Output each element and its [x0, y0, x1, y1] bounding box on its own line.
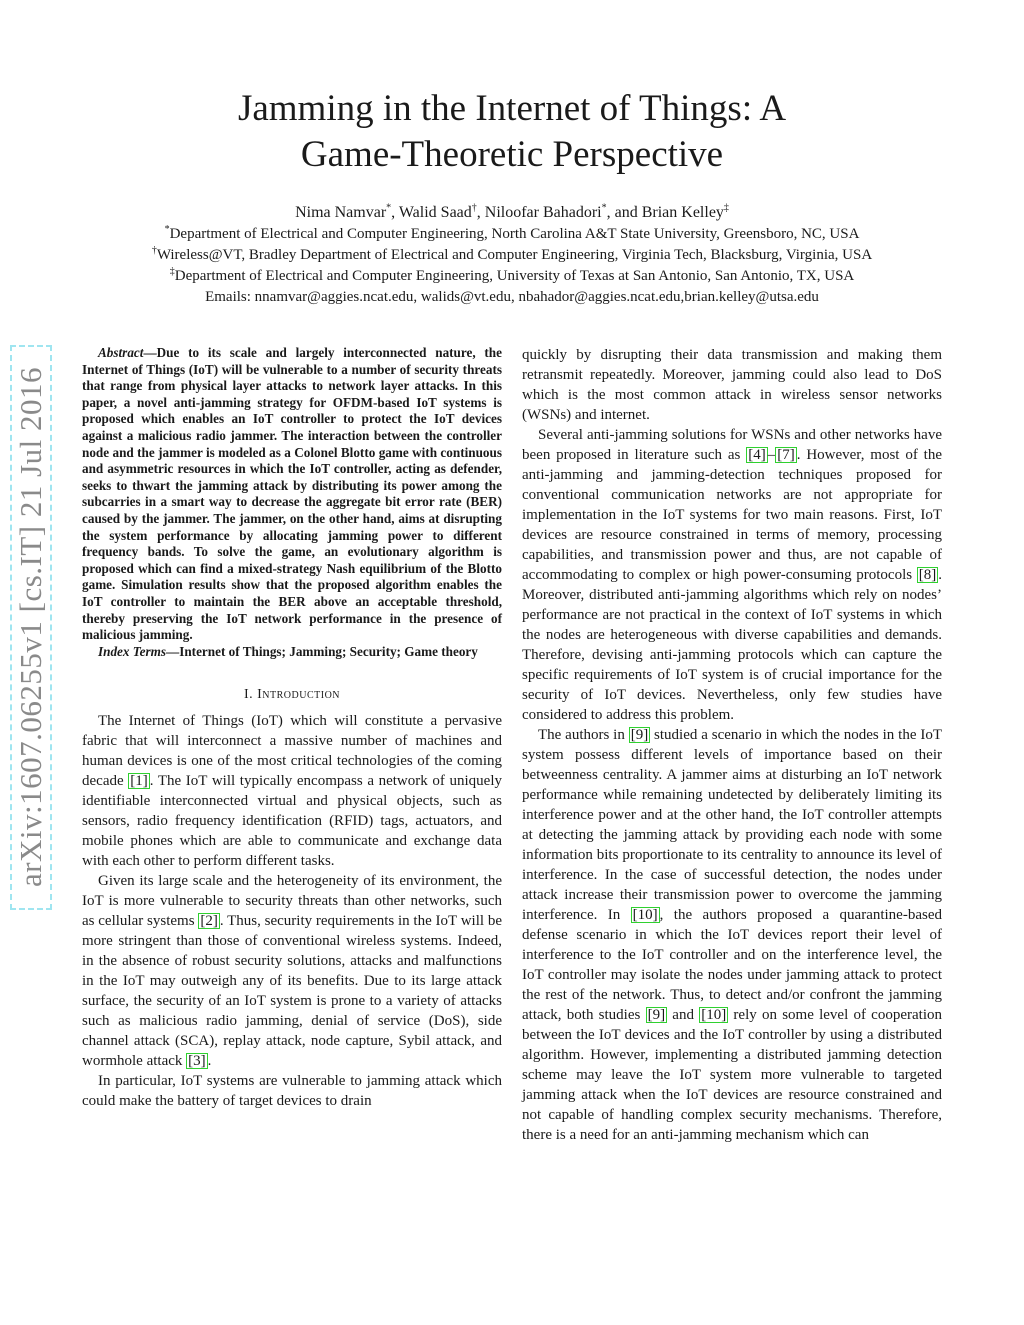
citation-link[interactable]: [4]: [748, 447, 766, 463]
citation-link[interactable]: [3]: [188, 1053, 206, 1070]
paragraph-text: The authors in: [538, 727, 629, 743]
author-list: [62, 202, 962, 224]
paragraph: In particular, IoT systems are vulnerable to jamming attack which could make the battery of target devices to drain: [82, 1073, 502, 1110]
left-column: [82, 345, 502, 1111]
paragraph: [522, 425, 942, 725]
section-heading-introduction: [82, 687, 502, 703]
citation-link[interactable]: [9]: [647, 1007, 666, 1023]
paragraph-text: . However, most of the anti-jamming and jamming-detection techniques proposed for conventional communication networks are not appropriate for implementation in the IoT systems for two main reasons. First, IoT devices are resource constrained in terms of memory, processing capabilities, and transmission power and thus, are not capable of accommodating to complex or high power-consuming protocols: [522, 447, 942, 583]
citation-link[interactable]: [10]: [701, 1007, 727, 1023]
index-terms: [82, 644, 502, 661]
author-name: Nima Namvar: [295, 204, 387, 221]
paragraph-text: Several anti-jamming solutions for WSNs and other networks have been proposed in literature such as: [522, 427, 942, 463]
paragraph-text: . Moreover, distributed anti-jamming algorithms which rely on nodes’ performance are not practical in the context of IoT systems in which the nodes are heterogeneous with diverse capabilities and demands. Therefore, devising anti-jamming protocols which can capture the specific requirements of IoT system is of crucial importance for the security of IoT devices. Nevertheless, only few studies have considered to address this problem.: [522, 567, 942, 723]
citation-link[interactable]: [1]: [130, 773, 148, 790]
author-name: , Niloofar Bahadori: [476, 204, 602, 221]
paragraph-text: studied a scenario in which the nodes in the IoT system possess different levels of importance based on their betweenness centrality. A jammer aims at disturbing an IoT network performance while remaining undetected by deliberately limiting its interference power and at the other hand, the IoT controller attempts at detecting the jamming attack by providing each node with some information bits proportionate to its centrality to announce its level of interference. In the case of successful detection, the nodes under attack increase their transmission power to overcome the jamming interference. In: [522, 727, 942, 923]
affiliation-mark: ‡: [169, 266, 175, 277]
paragraph-text: The Internet of Things (IoT) which will constitute a pervasive fabric that will interconnect a massive number of machines and human devices is one of the most critical technologies of the coming decade: [82, 713, 502, 790]
affiliation-mark: *: [164, 224, 170, 235]
affiliation-text: Wireless@VT, Bradley Department of Electrical and Computer Engineering, Virginia Tech, Blacksburg, Virginia, USA: [156, 247, 873, 263]
paragraph: [82, 711, 502, 871]
citation-link[interactable]: [7]: [777, 447, 795, 463]
affiliation-text: Department of Electrical and Computer Engineering, University of Texas at San Antonio, San Antonio, TX, USA: [174, 268, 855, 284]
citation-link[interactable]: [10]: [632, 907, 658, 923]
affiliation-mark: †: [471, 202, 477, 214]
author-name: , Walid Saad: [391, 204, 472, 221]
citation-link[interactable]: [2]: [200, 913, 218, 930]
paragraph-text: and: [667, 1007, 700, 1023]
citation-link[interactable]: [8]: [918, 567, 937, 583]
affiliation-text: Department of Electrical and Computer Engineering, North Carolina A&T State University, Greensboro, NC, USA: [169, 226, 860, 242]
arxiv-stamp: arXiv:1607.06255v1 [cs.IT] 21 Jul 2016: [13, 366, 48, 888]
index-terms-text: —Internet of Things; Jamming; Security; Game theory: [166, 643, 478, 659]
affiliation-mark: ‡: [723, 202, 729, 214]
citation-link[interactable]: [9]: [630, 727, 649, 743]
paragraph: quickly by disrupting their data transmission and making them retransmit repeatedly. Moreover, jamming could also lead to DoS which is the most common attack in wireless sensor networks (WSNs) and internet.: [522, 347, 942, 423]
abstract: [82, 345, 502, 644]
affiliation-line: [62, 266, 962, 286]
paragraph-text: rely on some level of cooperation between the IoT devices and the IoT controller by using a distributed algorithm. However, implementing a distributed jamming detection scheme may leave the IoT system more vulnerable to targeted jamming attack when the IoT devices are resource constrained and not capable of handling complex security mechanisms. Therefore, there is a need for an anti-jamming mechanism which can: [522, 1007, 942, 1143]
abstract-label: Abstract: [98, 345, 144, 360]
paper-title-line-1: Jamming in the Internet of Things: A: [237, 88, 787, 129]
section-title: Introduction: [257, 687, 341, 703]
affiliation-mark: †: [151, 245, 157, 256]
paragraph: [82, 871, 502, 1071]
abstract-text: —Due to its scale and largely interconnected nature, the Internet of Things (IoT) will be vulnerable to a number of security threats that range from physical layer attacks to network layer attacks. In this paper, a novel anti-jamming strategy for OFDM-based IoT systems is proposed which enables an IoT controller to protect the IoT devices against a malicious radio jammer. The interaction between the controller node and the jammer is modeled as a Colonel Blotto game with continuous and asymmetric resources in which the IoT controller, acting as defender, seeks to thwart the jamming attack by distributing its power among the subcarries in a smart way to decrease the aggregate bit error rate (BER) caused by the jammer. The jammer, on the other hand, aims at disrupting the system performance by allocating jamming power to different frequency bands. To solve the game, an evolutionary algorithm is proposed which can find a mixed-strategy Nash equilibrium of the Blotto game. Simulation results show that the proposed algorithm enables the IoT controller to maintain the BER above an acceptable threshold, thereby preserving the IoT network performance in the presence of malicious jamming.: [82, 345, 502, 643]
author-name: , and Brian Kelley: [606, 204, 724, 221]
affiliation-mark: *: [386, 202, 392, 214]
affiliation-line: [62, 224, 962, 244]
affiliation-mark: *: [601, 202, 607, 214]
section-number: I.: [243, 687, 258, 703]
paragraph-text: . Thus, security requirements in the IoT will be more stringent than those of conventional wireless systems. Indeed, in the absence of robust security solutions, attacks and malfunctions in the IoT may outweigh any of its benefits. Due to its large attack surface, the security of an IoT system is prone to a variety of attacks such as malicious radio jamming, denial of service (DoS), side channel attack (SCA), replay attack, node capture, Sybil attack, and wormhole attack: [82, 913, 502, 1070]
paragraph-text: . The IoT will typically encompass a network of uniquely identifiable interconnected virtual and physical objects, such as sensors, radio frequency identification (RFID) tags, actuators, and mobile phones which are able to communicate and exchange data with each other to perform different tasks.: [82, 773, 502, 870]
paragraph-text: –: [767, 447, 776, 463]
paragraph-text: , the authors proposed a quarantine-based defense scenario in which the IoT devices report their level of interference to the IoT controller and on the interference level, the IoT controller may isolate the nodes under jamming attack to protect the rest of the network. Thus, to detect and/or confront the jamming attack, both studies: [522, 907, 942, 1023]
paper-title-line-2: Game-Theoretic Perspective: [300, 134, 724, 175]
author-emails: Emails: nnamvar@aggies.ncat.edu, walids@vt.edu, nbahador@aggies.ncat.edu,brian.kelley@utsa.edu: [205, 289, 819, 305]
affiliation-line: [62, 245, 962, 265]
paragraph-text: Given its large scale and the heterogeneity of its environment, the IoT is more vulnerable to security threats than other networks, such as cellular systems: [82, 873, 502, 930]
paragraph: [522, 725, 942, 1145]
index-terms-label: Index Terms: [98, 643, 167, 659]
right-column: [522, 345, 942, 1145]
paragraph-text: .: [207, 1053, 212, 1070]
